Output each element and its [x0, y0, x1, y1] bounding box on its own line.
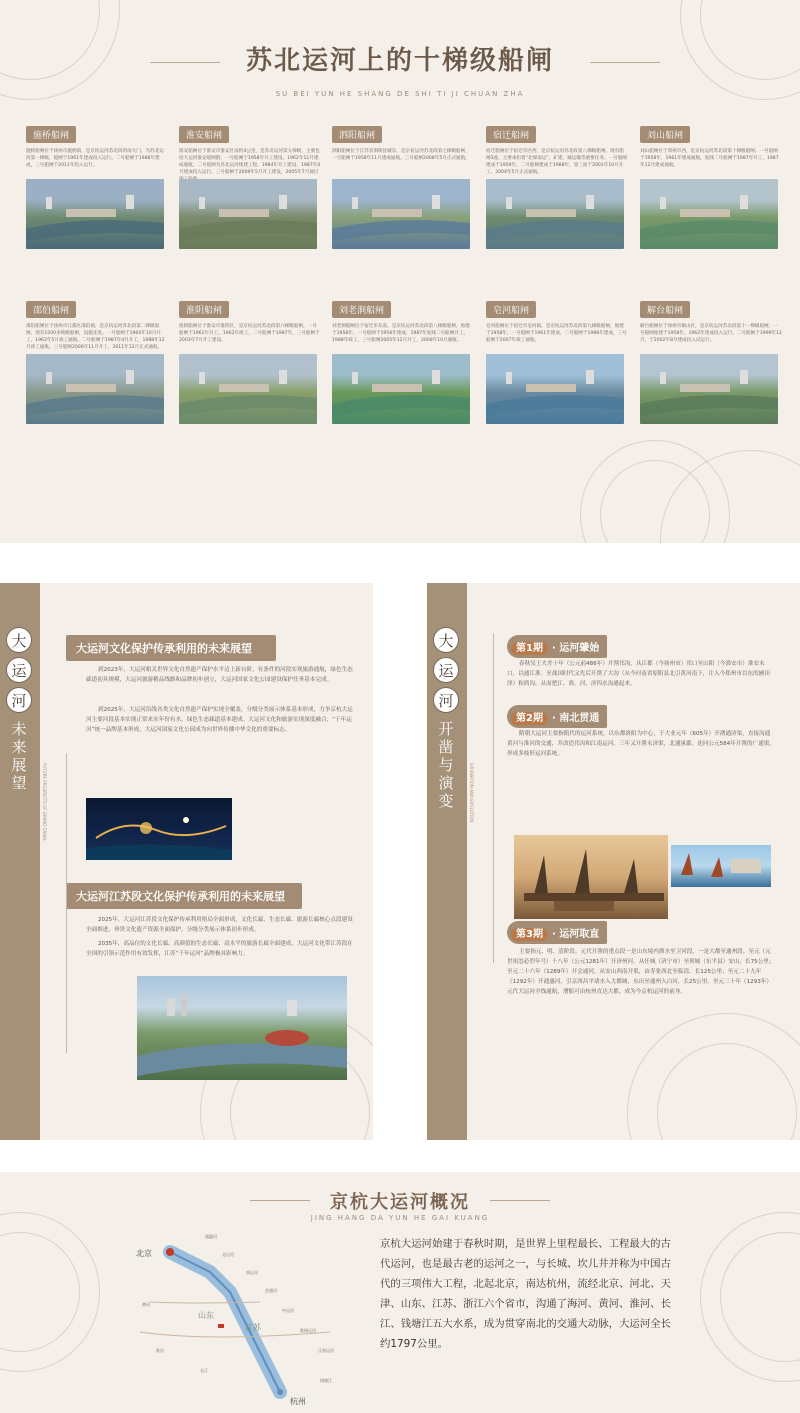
phase-heading: [507, 921, 607, 944]
lock-name: 淮安船闸: [179, 126, 229, 143]
modern-canal-photo: [671, 845, 771, 887]
lock-photo: [640, 354, 778, 424]
page-subtitle: SU BEI YUN HE SHANG DE SHI TI JI CHUAN ZHA: [275, 90, 525, 98]
map-label-jiangsu: 江苏: [245, 1323, 261, 1332]
lock-name: 淮阴船闸: [179, 301, 229, 318]
lock-name: 解台船闸: [640, 301, 690, 318]
ancient-port-illustration: [514, 835, 668, 919]
lock-photo: [179, 354, 317, 424]
lock-name: 泗阳船闸: [332, 126, 382, 143]
map-label: 会通河: [265, 1288, 277, 1293]
phase-heading: [507, 635, 607, 658]
paragraph: 到2025年，大运河沿线各类文化自然遗产保护实现全覆盖，分级分类展示体系基本形成，力争京杭大运河主要河段基本实现正常来水年份有水，绿色生态廊道基本建成。大运河文化和旅游实现深度融合，“千年运河”统一品牌基本形成，大运河国家文化公园成为向世界传播中华文化的重要标志。: [86, 707, 353, 733]
overview-paragraph: 京杭大运河始建于春秋时期，是世界上里程最长、工程最大的古代运河，也是最古老的运河之一，与长城、坎儿井并称为中国古代的三项伟大工程，北起北京，南达杭州，流经北京、河北、天津、山东、江苏、浙江六个省市，沟通了海河、黄河、淮河、长江、钱塘江五大水系，成为贯穿南北的交通大动脉，大运河全长约1797公里。: [380, 1238, 671, 1350]
canal-map: [130, 1232, 370, 1407]
map-label-hangzhou: 杭州: [290, 1397, 306, 1406]
vertical-title: 未来展望: [9, 721, 28, 793]
title-char: 河: [433, 687, 459, 713]
map-label-shandong: 山东: [198, 1311, 214, 1320]
lock-description: 淮阴船闸位于淮安市淮阴区，是京杭运河苏北段第六梯级船闸。一号船闸于1961年开工，1962年竣工，二号船闸于1987年，三号船闸于2003年7月开工建设。: [179, 324, 320, 343]
map-label: 中运河: [282, 1308, 294, 1313]
phase-number: 第2期: [511, 712, 548, 725]
map-label: 钱塘江: [320, 1378, 332, 1383]
lock-card: [179, 298, 321, 363]
lock-card: [179, 123, 321, 188]
lock-description: 淮安船闸位于淮安市淮安区南约4公里，是苏北运河第五梯级，主要包括大运河淮安船闸群，一号船闸于1958年开工建设，1962年11月建成通航。二号船闸为苏北运河续建工程，1984年开工建设，1987年4月建成投入运行。三号船闸于2009年5月开工建设，2005年7月通过: [179, 149, 321, 175]
map-label: 南运河: [246, 1270, 258, 1275]
phase-text: 主要指元、明、清阶段。元代开凿的重点段一是山东境内泗水至卫河段，一是大都至通州段。至元（元世祖忽必烈年号）十八年（公元1281年）开济州河，从任城（济宁市）至须城（东平县）安山，长75公里；至元二十六年（1289年）开会通河，从安山西南开渠，由寿张西北至临清，长125公里；至元二十九年（1292年）开通惠河，引京西昌平诸水入大都城，东出至通州入白河，长25公里。至元三十年（1293年）元代大运河全线通航，漕船可由杭州直达大都，成为今京杭运河的前身。: [507, 949, 775, 995]
lock-description: 皂河船闸位于宿迁市皂河镇，是京杭运河苏北段第九梯级船闸，始建于1958年，一号船闸于1961年建成，二号船闸于1988年建成，三号船闸于2007年竣工通航。: [486, 324, 627, 343]
lock-card: [332, 298, 474, 363]
page-title: 苏北运河上的十梯级船闸: [245, 46, 554, 76]
map-label: 淮河: [156, 1348, 164, 1353]
lock-card: [486, 123, 628, 188]
lock-photo: [486, 179, 624, 249]
lock-name: 邵伯船闸: [26, 301, 76, 318]
lock-photo: [179, 179, 317, 249]
lock-photo: [26, 179, 164, 249]
section-heading: 大运河江苏段文化保护传承利用的未来展望: [66, 883, 302, 909]
jiangsu-canal-photo: [137, 976, 347, 1080]
lock-card: [640, 298, 782, 363]
lock-name: 施桥船闸: [26, 126, 76, 143]
title-char: 大: [433, 627, 459, 653]
phase-number: 第1期: [511, 642, 548, 655]
lock-photo: [26, 354, 164, 424]
panel-evolution: [427, 583, 800, 1140]
map-label: 通惠河: [205, 1234, 217, 1239]
phase-title: · 运河肇始: [551, 643, 600, 654]
title-char: 大: [6, 627, 32, 653]
lock-photo: [332, 354, 470, 424]
lock-card: [486, 298, 628, 363]
side-caption: FUTURE PROSPECTS OF GRAND CANAL: [42, 763, 47, 842]
phase-number: 第3期: [511, 928, 548, 941]
phase-text: 春秋吴王夫差十年（公元前486年）开凿邗沟，从江都（今扬州市）邗口至山阳（今淮安市）淮安末口，以通江淮。至战国时代又先后开凿了大沟（从今河南省原阳县北引黄河南下，注入今郑州市以东的圃田泽）和鸿沟，从而把江、淮、河、济四水沟通起来。: [507, 661, 770, 687]
paragraph: 2035年，高品位的文化长廊、高颜值的生态长廊、高水平的旅游长廊全面建成，大运河文化带江苏段在全国的引领示范作用有效发挥，江苏“千年运河”品牌极具影响力。: [86, 941, 353, 957]
map-label: 黄河: [142, 1302, 150, 1307]
lock-description: 宿迁船闸位于宿迁市区西，是京杭运河苏北段第八梯级船闸。现有船闸3座，主要承担着“北煤南运”，矿建、城运输等重要任务。一号船闸建成于1959年，二号船闸建成于1988年，第三座于2001年10月开工，2004年5月正式通航。: [486, 149, 627, 175]
section-heading: 大运河文化保护传承利用的未来展望: [66, 635, 276, 661]
lock-photo: [486, 354, 624, 424]
overview-subtitle: JING HANG DA YUN HE GAI KUANG: [310, 1214, 490, 1222]
lock-name: 刘山船闸: [640, 126, 690, 143]
lock-description: 刘老涧船闸位于宿迁市东南，是京杭运河苏北段第八梯级船闸，始建于1958年，一号船闸于1958年建成，1987年复线二号船闸开工，1988年竣工，三号船闸2005年12月开工，2008年10月通航。: [332, 324, 470, 343]
night-canal-photo: [86, 798, 232, 860]
title-char: 运: [433, 657, 459, 683]
title-char: 河: [6, 687, 32, 713]
phase-text: 隋朝大运河主要指隋代的运河系统。以东都洛阳为中心，于大业元年（605年）开凿通济渠，直接沟通黄河与淮河的交通，并改造邗沟和江南运河，三年又开凿永济渠，北通涿郡。连同公元584年开凿的广通渠，形成多枝形运河系统。: [507, 731, 775, 757]
lock-name: 皂河船闸: [486, 301, 536, 318]
map-label: 淮扬运河: [300, 1328, 316, 1333]
paragraph: 到2023年，大运河相关世界文化自然遗产保护水平迈上新台阶，有条件的河段实现旅游通航，绿色生态廊道初具规模，大运河旅游精品线路和品牌初步创立，大运河国家文化公园建设保护任务基本完成。: [86, 667, 353, 683]
paragraph: 2025年，大运河江苏段文化保护传承利用格局全面形成，文化长廊、生态长廊、旅游长廊核心点段建设全面推进，珍贵文化遗产资源全面保护，分级分类展示体系初步形成。: [86, 917, 353, 933]
lock-card: [640, 123, 782, 188]
phase-title: · 南北贯通: [551, 713, 600, 724]
lock-card: [332, 123, 474, 188]
map-label: 北运河: [222, 1252, 234, 1257]
overview-title: 京杭大运河概况: [330, 1192, 470, 1213]
lock-description: 解台船闸位于徐州市铜山区，是京杭运河苏北段第十一梯级船闸，一号船闸始建于1958年，1962年建成投入运行。二号船闸于1999年12月，于2002年8月建成投入试运行。: [640, 324, 782, 343]
vertical-title: 开凿与演变: [436, 721, 455, 811]
panel-overview: [0, 1172, 800, 1413]
phase-title: · 运河取直: [551, 929, 600, 940]
title-char: 运: [6, 657, 32, 683]
lock-card: [26, 298, 168, 363]
lock-description: 泗阳船闸位于江苏省泗阳县城东，是京杭运河苏北段第七梯级船闸，一号船闸于1958年11月建成通航。三号船闸2008年5月正式通航。: [332, 149, 470, 161]
map-label-beijing: 北京: [136, 1249, 152, 1258]
lock-description: 邵伯船闸位于扬州市江都区邵伯镇，是京杭运河苏北段第二梯级船闸，现有1500多吨级船闸，设施先进。一号船闸于1960年10月开工，1962年5月竣工通航。二号船闸于1987年4月开工，1988年12月竣工通航。三号船闸2006年11月开工，2011年12月正式通航。: [26, 324, 165, 350]
lock-description: 施桥船闸位于扬州市施桥镇，是京杭运河苏北段的南大门，为苏北运河第一梯级，船闸于1961年建成投入运行。二号船闸于1988年建成，三号船闸于2011年投入运行。: [26, 149, 164, 168]
map-label: 江南运河: [318, 1348, 334, 1353]
lock-card: [26, 123, 168, 188]
panel-ship-locks: [0, 0, 800, 543]
lock-name: 刘老涧船闸: [332, 301, 391, 318]
panel-future-prospects: [0, 583, 373, 1140]
side-caption: EXCAVATION AND EVOLUTION: [469, 763, 474, 823]
phase-heading: [507, 705, 607, 728]
map-label: 长江: [200, 1368, 208, 1373]
lock-description: 刘山船闸位于邳州市西，是京杭运河苏北段第十梯级船闸。一号船闸于1958年，1961年建成通航，复线二号船闸于1987年开工，1987年12月建成通航。: [640, 149, 779, 168]
lock-photo: [640, 179, 778, 249]
lock-name: 宿迁船闸: [486, 126, 536, 143]
lock-photo: [332, 179, 470, 249]
